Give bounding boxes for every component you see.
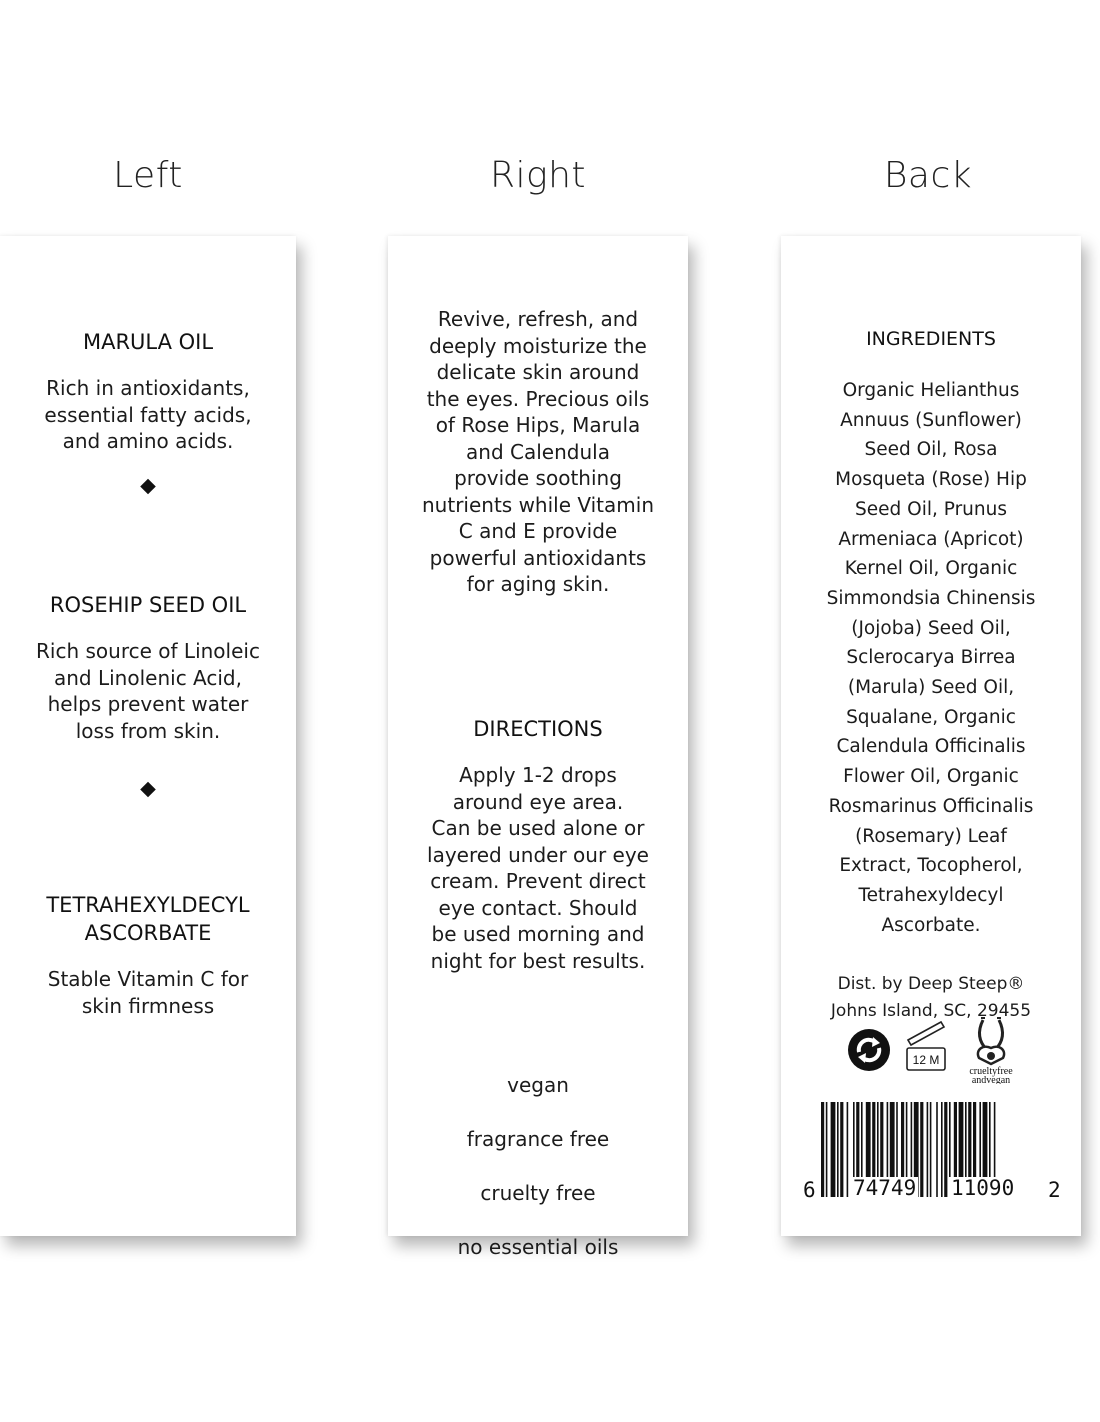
and-vegan-label: andvegan [971,1075,1011,1084]
barcode-bar [821,1102,824,1197]
rosehip-seed-oil-text: Rich source of Linoleic and Linolenic Acid, helps prevent water loss from skin. [36,639,260,743]
distributor-text: Dist. by Deep Steep® Johns Island, SC, 29455 [830,974,1032,1021]
barcode-bar [936,1102,938,1197]
barcode-bar [944,1102,947,1197]
diamond-divider-icon [140,479,156,495]
certification-icons [781,1014,1081,1084]
back-panel [781,236,1081,1236]
barcode-bar [826,1102,828,1197]
tag-cruelty-free: cruelty free [480,1181,596,1205]
cruelty-free-bunny-icon [961,1014,1021,1084]
barcode-bar [831,1102,836,1197]
barcode-check-digit: 2 [1048,1178,1061,1202]
ingredients-block [781,306,1081,959]
marula-oil-block [0,309,296,474]
left-panel [0,236,296,1236]
rosehip-seed-oil-heading: ROSEHIP SEED OIL [49,593,247,617]
directions-text: Apply 1-2 drops around eye area. Can be used alone or layered under our eye cream. Prevent direct eye contact. Should be used morning and night for best results. [427,763,649,973]
tag-vegan: vegan [507,1073,569,1097]
barcode-bar [847,1102,849,1197]
recycle-icon [847,1028,891,1072]
diamond-divider-icon [140,782,156,798]
barcode [801,1102,1066,1212]
barcode-bar [930,1102,932,1197]
barcode-bar [927,1102,929,1197]
marula-oil-heading: MARULA OIL [82,330,214,354]
panel-title-right: Right [489,155,587,196]
product-description: Revive, refresh, and deeply moisturize the delicate skin around the eyes. Precious oils of Rose Hips, Marula and Calendula provide soothing nutrients while Vitamin C and E provide powerful antioxidants for aging skin. [422,307,654,596]
tetrahexyldecyl-ascorbate-text: Stable Vitamin C for skin firmness [47,967,249,1018]
right-panel [388,236,688,1259]
panel-title-back: Back [883,155,973,196]
pao-jar-icon [903,1018,949,1074]
directions-heading: DIRECTIONS [473,717,603,741]
barcode-bar [920,1102,923,1197]
marula-oil-text: Rich in antioxidants, essential fatty acids, and amino acids. [44,376,252,453]
cruelty-free-label: crueltyfree [969,1066,1013,1077]
ingredients-heading: INGREDIENTS [866,328,996,350]
barcode-bar [840,1102,843,1197]
tag-fragrance-free: fragrance free [466,1127,610,1151]
rosehip-seed-oil-block [0,572,296,763]
barcode-left-group: 74749 [853,1176,917,1200]
tetrahexyldecyl-ascorbate-heading: TETRAHEXYLDECYL ASCORBATE [46,893,250,945]
barcode-bar [837,1102,839,1197]
pao-label: 12 M [912,1053,940,1067]
barcode-bar [941,1102,943,1197]
tag-no-essential-oils: no essential oils [457,1235,619,1259]
barcode-right-group: 11090 [951,1176,1015,1200]
panel-title-left: Left [113,155,183,196]
directions-block [388,696,688,993]
product-tags [388,1049,688,1284]
barcode-first-digit: 6 [803,1178,816,1202]
barcode-bars [801,1102,1066,1212]
tetrahexyldecyl-ascorbate-block [0,872,296,1038]
ingredients-text: Organic Helianthus Annuus (Sunflower) Seed Oil, Rosa Mosqueta (Rose) Hip Seed Oil, Prunus Armeniaca (Apricot) Kernel Oil, Organic Simmondsia Chinensis (Jojoba) Seed Oil, Sclerocarya Birrea (Marula) Seed Oil, Squalane, Organic Calendula Officinalis Flower Oil, Organic Rosmarinus Officinalis (Rosemary) Leaf Extract, Tocopherol, Tetrahexyldecyl Ascorbate. [826,380,1036,936]
